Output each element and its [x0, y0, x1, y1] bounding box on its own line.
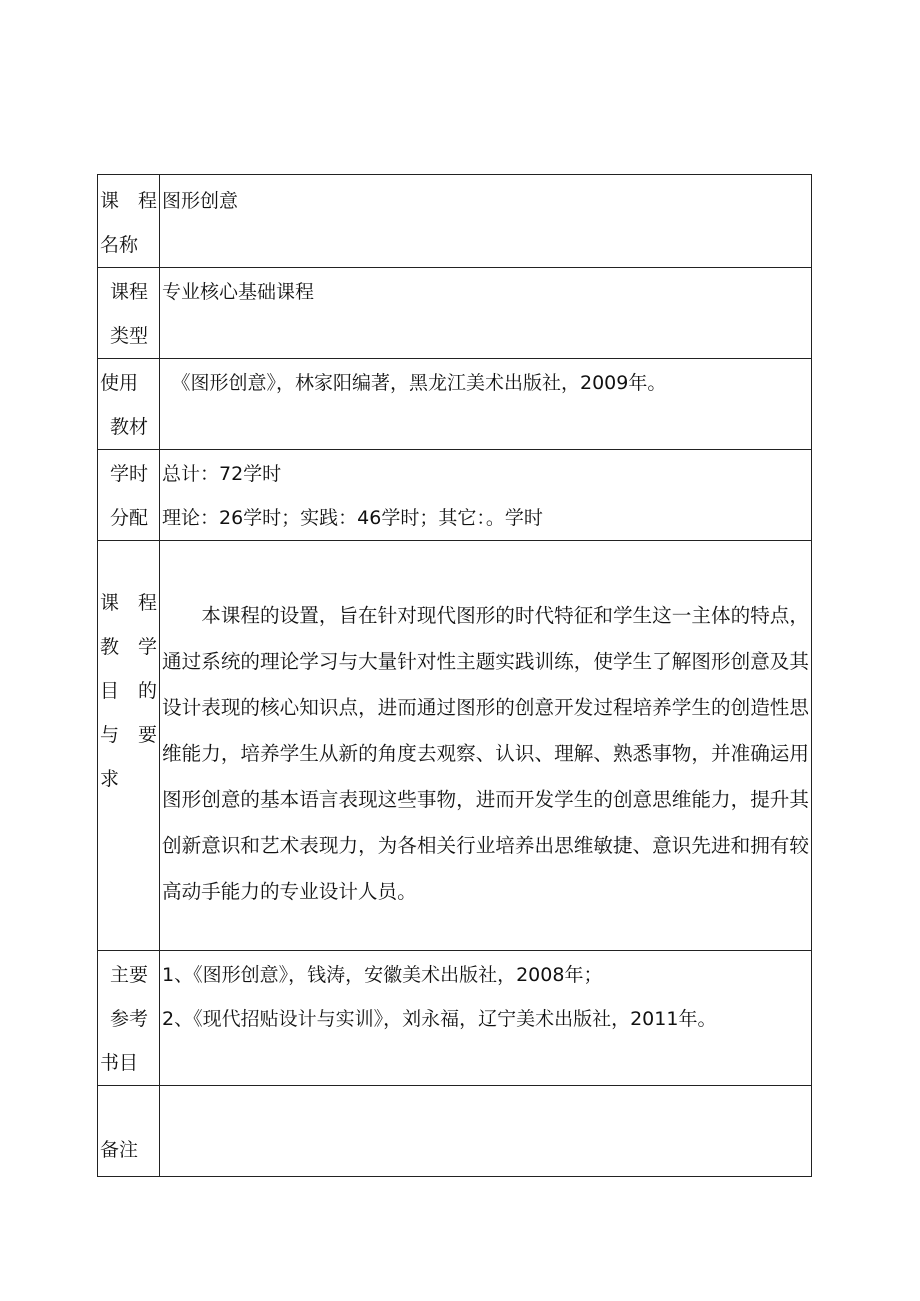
table-row-objectives — [98, 541, 812, 951]
table-row-hours — [98, 450, 812, 541]
content-cell-references — [160, 951, 812, 1086]
textbook-value: 《图形创意》，林家阳编著，黑龙江美术出版社，2009年。 — [162, 372, 667, 394]
label-cell-course-name — [98, 175, 160, 268]
label-objectives-line-3: 目 的 — [100, 680, 158, 702]
table-row-notes — [98, 1086, 812, 1177]
hours-breakdown: 理论：26学时；实践：46学时；其它：。学时 — [162, 507, 543, 529]
label-hours-line-1: 学时 — [110, 463, 149, 485]
course-type-value: 专业核心基础课程 — [162, 281, 315, 303]
label-course-type-line-1: 课程 — [110, 281, 149, 303]
content-cell-hours — [160, 450, 812, 541]
table-row-course-name — [98, 175, 812, 268]
notes-value — [162, 1086, 811, 1130]
label-references-line-2: 参考 — [110, 1008, 149, 1030]
label-course-name-line-2: 名称 — [100, 234, 139, 256]
content-cell-course-name — [160, 175, 812, 268]
table-row-course-type — [98, 268, 812, 359]
label-cell-textbook — [98, 359, 160, 450]
label-cell-course-type — [98, 268, 160, 359]
label-cell-references — [98, 951, 160, 1086]
label-objectives-line-4: 与 要 — [100, 724, 158, 746]
label-references-line-3: 书目 — [100, 1052, 139, 1074]
label-cell-notes — [98, 1086, 160, 1177]
course-info-table — [97, 174, 812, 1177]
course-name-value: 图形创意 — [162, 190, 239, 212]
label-hours-line-2: 分配 — [110, 507, 149, 529]
label-objectives-line-1: 课 程 — [100, 592, 158, 614]
label-cell-hours — [98, 450, 160, 541]
label-references-line-1: 主要 — [110, 964, 149, 986]
label-textbook-line-2: 教材 — [110, 416, 149, 438]
label-textbook-line-1: 使用 — [100, 372, 139, 394]
content-cell-textbook — [160, 359, 812, 450]
label-objectives-line-5: 求 — [100, 768, 120, 790]
objectives-paragraph: 本课程的设置，旨在针对现代图形的时代特征和学生这一主体的特点，通过系统的理论学习与大量针对性主题实践训练，使学生了解图形创意及其设计表现的核心知识点，进而通过图形的创意开发过程培养学生的创造性思维能力，培养学生从新的角度去观察、认识、理解、熟悉事物，并准确运用图形创意的基本语言表现这些事物，进而开发学生的创意思维能力，提升其创新意识和艺术表现力，为各相关行业培养出思维敏捷、意识先进和拥有较高动手能力的专业设计人员。 — [162, 604, 809, 903]
hours-total: 总计：72学时 — [162, 463, 282, 485]
content-cell-course-type — [160, 268, 812, 359]
content-cell-objectives — [160, 541, 812, 951]
label-objectives-line-2: 教 学 — [100, 636, 158, 658]
content-cell-notes — [160, 1086, 812, 1177]
label-cell-objectives — [98, 541, 160, 951]
reference-item-1: 1、《图形创意》，钱涛，安徽美术出版社，2008年； — [162, 964, 603, 986]
label-notes: 备注 — [100, 1139, 139, 1161]
table-row-textbook — [98, 359, 812, 450]
table-row-references — [98, 951, 812, 1086]
label-course-type-line-2: 类型 — [110, 325, 149, 347]
reference-item-2: 2、《现代招贴设计与实训》，刘永福，辽宁美术出版社，2011年。 — [162, 1008, 717, 1030]
label-course-name-line-1: 课 程 — [100, 190, 158, 212]
